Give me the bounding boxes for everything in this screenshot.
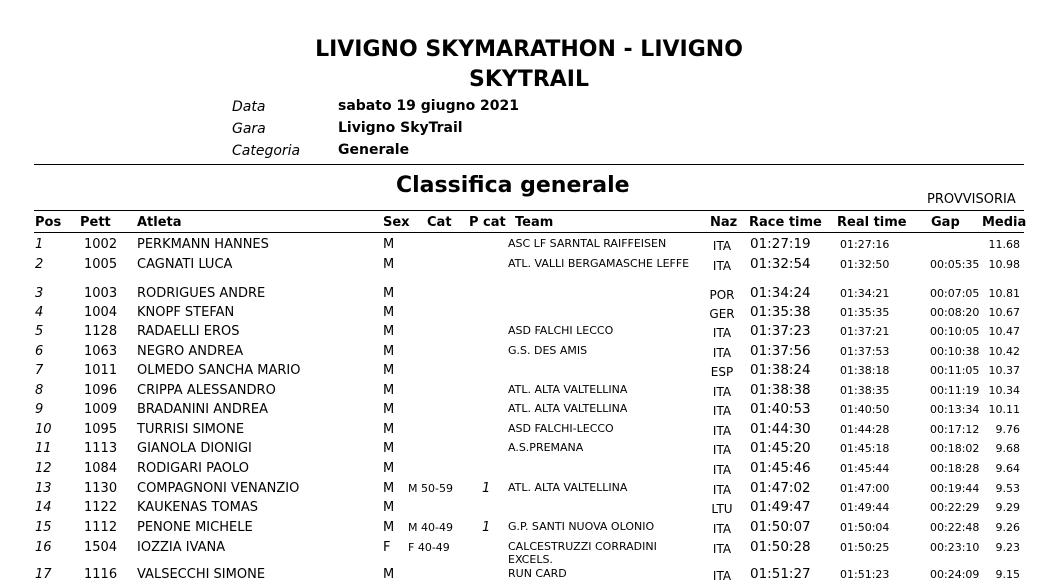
col-header-bib: Pett (80, 215, 111, 230)
cell-bib: 1095 (84, 422, 118, 437)
cell-athlete: TURRISI SIMONE (137, 422, 245, 437)
header-divider (34, 164, 1024, 165)
status-label: PROVVISORIA (927, 192, 1016, 207)
cell-pos: 13 (35, 481, 52, 496)
cell-bib: 1011 (84, 363, 118, 378)
cell-naz: ITA (712, 569, 732, 583)
cell-race-time: 01:45:20 (750, 440, 811, 456)
cell-media: 10.81 (988, 287, 1020, 300)
cell-pos: 11 (35, 441, 52, 456)
cell-cat: M 40-49 (408, 521, 453, 534)
cell-race-time: 01:34:24 (750, 285, 811, 301)
cell-media: 10.67 (988, 306, 1020, 319)
cell-sex: M (383, 286, 395, 301)
cell-pos: 10 (35, 422, 52, 437)
col-header-pos: Pos (35, 215, 62, 230)
cell-team: ASC LF SARNTAL RAIFFEISEN (508, 237, 667, 250)
cell-real-time: 01:50:25 (840, 541, 890, 554)
cell-sex: M (383, 567, 395, 582)
cell-gap: 00:17:12 (930, 423, 980, 436)
cell-naz: ITA (712, 239, 732, 253)
cell-race-time: 01:27:19 (750, 236, 811, 252)
cell-race-time: 01:37:23 (750, 323, 811, 339)
cell-media: 10.42 (988, 345, 1020, 358)
cell-pos: 15 (35, 520, 52, 535)
cell-bib: 1128 (84, 324, 118, 339)
cell-team: ATL. ALTA VALTELLINA (508, 481, 628, 494)
cell-bib: 1116 (84, 567, 118, 582)
cell-pos: 1 (35, 237, 44, 252)
cell-race-time: 01:32:54 (750, 256, 811, 272)
cell-gap: 00:22:29 (930, 501, 980, 514)
cell-media: 9.76 (995, 423, 1020, 436)
page-title-line2: SKYTRAIL (468, 67, 589, 92)
cell-real-time: 01:51:23 (840, 568, 890, 581)
cell-bib: 1504 (84, 540, 118, 555)
cell-team: ATL. ALTA VALTELLINA (508, 383, 628, 396)
cell-real-time: 01:47:00 (840, 482, 890, 495)
cell-athlete: VALSECCHI SIMONE (137, 567, 266, 582)
cell-athlete: IOZZIA IVANA (137, 540, 226, 555)
cell-race-time: 01:49:47 (750, 499, 811, 515)
cell-team: ASD FALCHI-LECCO (508, 422, 614, 435)
cell-gap: 00:10:38 (930, 345, 980, 358)
meta-value-gara: Livigno SkyTrail (338, 120, 463, 136)
cell-bib: 1009 (84, 402, 118, 417)
meta-value-data: sabato 19 giugno 2021 (338, 98, 520, 114)
cell-bib: 1002 (84, 237, 118, 252)
cell-real-time: 01:45:44 (840, 462, 890, 475)
cell-naz: LTU (711, 502, 733, 516)
cell-media: 10.37 (988, 364, 1020, 377)
cell-naz: ITA (712, 463, 732, 477)
cell-sex: M (383, 481, 395, 496)
cell-gap: 00:10:05 (930, 325, 980, 338)
cell-pos: 5 (35, 324, 44, 339)
col-header-race-time: Race time (749, 215, 822, 230)
cell-race-time: 01:45:46 (750, 460, 811, 476)
cell-pcat: 1 (482, 520, 491, 535)
col-header-naz: Naz (710, 215, 738, 230)
cell-athlete: CAGNATI LUCA (137, 257, 233, 272)
section-title: Classifica generale (396, 173, 630, 198)
cell-gap: 00:08:20 (930, 306, 980, 319)
cell-athlete: CRIPPA ALESSANDRO (137, 383, 276, 398)
cell-real-time: 01:40:50 (840, 403, 890, 416)
cell-athlete: RODRIGUES ANDRE (137, 286, 266, 301)
cell-naz: ITA (712, 326, 732, 340)
cell-athlete: COMPAGNONI VENANZIO (137, 481, 300, 496)
cell-gap: 00:19:44 (930, 482, 980, 495)
cell-naz: GER (709, 307, 735, 321)
cell-pos: 9 (35, 402, 44, 417)
cell-sex: M (383, 402, 395, 417)
cell-pos: 8 (35, 383, 44, 398)
cell-naz: ITA (712, 385, 732, 399)
cell-team: RUN CARD (508, 567, 567, 580)
cell-pos: 14 (35, 500, 52, 515)
cell-sex: M (383, 324, 395, 339)
cell-gap: 00:13:34 (930, 403, 980, 416)
cell-athlete: PENONE MICHELE (137, 520, 253, 535)
cell-pos: 4 (35, 305, 44, 320)
cell-pos: 16 (35, 540, 52, 555)
cell-media: 9.15 (995, 568, 1020, 581)
cell-naz: ITA (712, 483, 732, 497)
cell-sex: M (383, 363, 395, 378)
cell-athlete: BRADANINI ANDREA (137, 402, 269, 417)
cell-pos: 17 (35, 567, 52, 582)
cell-real-time: 01:50:04 (840, 521, 890, 534)
cell-sex: M (383, 461, 395, 476)
cell-athlete: PERKMANN HANNES (137, 237, 269, 252)
cell-pos: 12 (35, 461, 52, 476)
page-title-line1: LIVIGNO SKYMARATHON - LIVIGNO (315, 37, 743, 62)
cell-real-time: 01:27:16 (840, 238, 890, 251)
col-header-team: Team (515, 215, 554, 230)
cell-real-time: 01:44:28 (840, 423, 890, 436)
cell-team: ATL. VALLI BERGAMASCHE LEFFE (508, 257, 690, 270)
cell-sex: M (383, 257, 395, 272)
cell-media: 9.29 (995, 501, 1020, 514)
cell-naz: ITA (712, 259, 732, 273)
cell-real-time: 01:32:50 (840, 258, 890, 271)
cell-pos: 2 (35, 257, 44, 272)
cell-bib: 1122 (84, 500, 118, 515)
cell-race-time: 01:51:27 (750, 566, 811, 582)
cell-naz: ITA (712, 443, 732, 457)
cell-race-time: 01:50:28 (750, 539, 811, 555)
cell-bib: 1063 (84, 344, 118, 359)
cell-athlete: NEGRO ANDREA (137, 344, 244, 359)
table-top-divider (34, 210, 1024, 211)
cell-race-time: 01:40:53 (750, 401, 811, 417)
meta-label-categoria: Categoria (232, 143, 301, 159)
cell-race-time: 01:35:38 (750, 304, 811, 320)
cell-bib: 1005 (84, 257, 118, 272)
cell-bib: 1112 (84, 520, 118, 535)
col-header-pcat: P cat (469, 215, 506, 230)
cell-pos: 7 (35, 363, 44, 378)
cell-media: 10.11 (988, 403, 1020, 416)
cell-real-time: 01:38:35 (840, 384, 890, 397)
cell-sex: M (383, 305, 395, 320)
cell-athlete: KNOPF STEFAN (137, 305, 235, 320)
cell-naz: ITA (712, 424, 732, 438)
cell-athlete: OLMEDO SANCHA MARIO (137, 363, 301, 378)
cell-naz: ITA (712, 404, 732, 418)
cell-pos: 3 (35, 286, 44, 301)
cell-pos: 6 (35, 344, 44, 359)
col-header-cat: Cat (427, 215, 452, 230)
meta-label-gara: Gara (232, 121, 266, 137)
col-header-athlete: Atleta (137, 215, 182, 230)
cell-gap: 00:11:19 (930, 384, 980, 397)
col-header-media: Media (982, 215, 1027, 230)
cell-naz: POR (709, 288, 735, 302)
cell-real-time: 01:34:21 (840, 287, 890, 300)
cell-sex: F (383, 540, 391, 555)
cell-team: G.S. DES AMIS (508, 344, 588, 357)
cell-pcat: 1 (482, 481, 491, 496)
cell-real-time: 01:37:21 (840, 325, 890, 338)
cell-media: 10.47 (988, 325, 1020, 338)
cell-media: 11.68 (988, 238, 1020, 251)
meta-value-categoria: Generale (338, 142, 410, 158)
cell-sex: M (383, 344, 395, 359)
cell-naz: ITA (712, 542, 732, 556)
cell-gap: 00:05:35 (930, 258, 980, 271)
cell-naz: ITA (712, 522, 732, 536)
cell-gap: 00:22:48 (930, 521, 980, 534)
cell-bib: 1084 (84, 461, 118, 476)
cell-media: 10.34 (988, 384, 1020, 397)
cell-real-time: 01:35:35 (840, 306, 890, 319)
cell-naz: ESP (710, 365, 734, 379)
cell-bib: 1003 (84, 286, 118, 301)
cell-bib: 1004 (84, 305, 118, 320)
cell-sex: M (383, 422, 395, 437)
cell-race-time: 01:37:56 (750, 343, 811, 359)
cell-sex: M (383, 383, 395, 398)
cell-cat: M 50-59 (408, 482, 453, 495)
cell-team: CALCESTRUZZI CORRADINI EXCELS. (508, 540, 657, 566)
cell-media: 10.98 (988, 258, 1020, 271)
cell-sex: M (383, 520, 395, 535)
cell-media: 9.26 (995, 521, 1020, 534)
cell-media: 9.68 (995, 442, 1020, 455)
cell-gap: 00:18:02 (930, 442, 980, 455)
col-header-gap: Gap (931, 215, 960, 230)
cell-sex: M (383, 500, 395, 515)
cell-real-time: 01:38:18 (840, 364, 890, 377)
cell-race-time: 01:47:02 (750, 480, 811, 496)
cell-media: 9.23 (995, 541, 1020, 554)
cell-team: ATL. ALTA VALTELLINA (508, 402, 628, 415)
cell-cat: F 40-49 (408, 541, 450, 554)
cell-race-time: 01:38:24 (750, 362, 811, 378)
cell-gap: 00:23:10 (930, 541, 980, 554)
col-header-sex: Sex (383, 215, 410, 230)
cell-race-time: 01:38:38 (750, 382, 811, 398)
cell-race-time: 01:44:30 (750, 421, 811, 437)
cell-bib: 1130 (84, 481, 118, 496)
cell-team: A.S.PREMANA (508, 441, 584, 454)
cell-sex: M (383, 237, 395, 252)
table-header-divider (34, 232, 1024, 233)
cell-real-time: 01:37:53 (840, 345, 890, 358)
cell-naz: ITA (712, 346, 732, 360)
cell-bib: 1113 (84, 441, 118, 456)
cell-media: 9.64 (995, 462, 1020, 475)
cell-team: G.P. SANTI NUOVA OLONIO (508, 520, 655, 533)
cell-race-time: 01:50:07 (750, 519, 811, 535)
cell-sex: M (383, 441, 395, 456)
cell-gap: 00:07:05 (930, 287, 980, 300)
cell-bib: 1096 (84, 383, 118, 398)
cell-real-time: 01:45:18 (840, 442, 890, 455)
cell-media: 9.53 (995, 482, 1020, 495)
cell-gap: 00:24:09 (930, 568, 980, 581)
cell-athlete: RODIGARI PAOLO (137, 461, 249, 476)
cell-athlete: RADAELLI EROS (137, 324, 240, 339)
cell-athlete: GIANOLA DIONIGI (137, 441, 252, 456)
cell-gap: 00:11:05 (930, 364, 980, 377)
cell-team: ASD FALCHI LECCO (508, 324, 614, 337)
meta-label-data: Data (232, 99, 266, 115)
col-header-real-time: Real time (837, 215, 907, 230)
cell-athlete: KAUKENAS TOMAS (137, 500, 258, 515)
cell-gap: 00:18:28 (930, 462, 980, 475)
cell-real-time: 01:49:44 (840, 501, 890, 514)
